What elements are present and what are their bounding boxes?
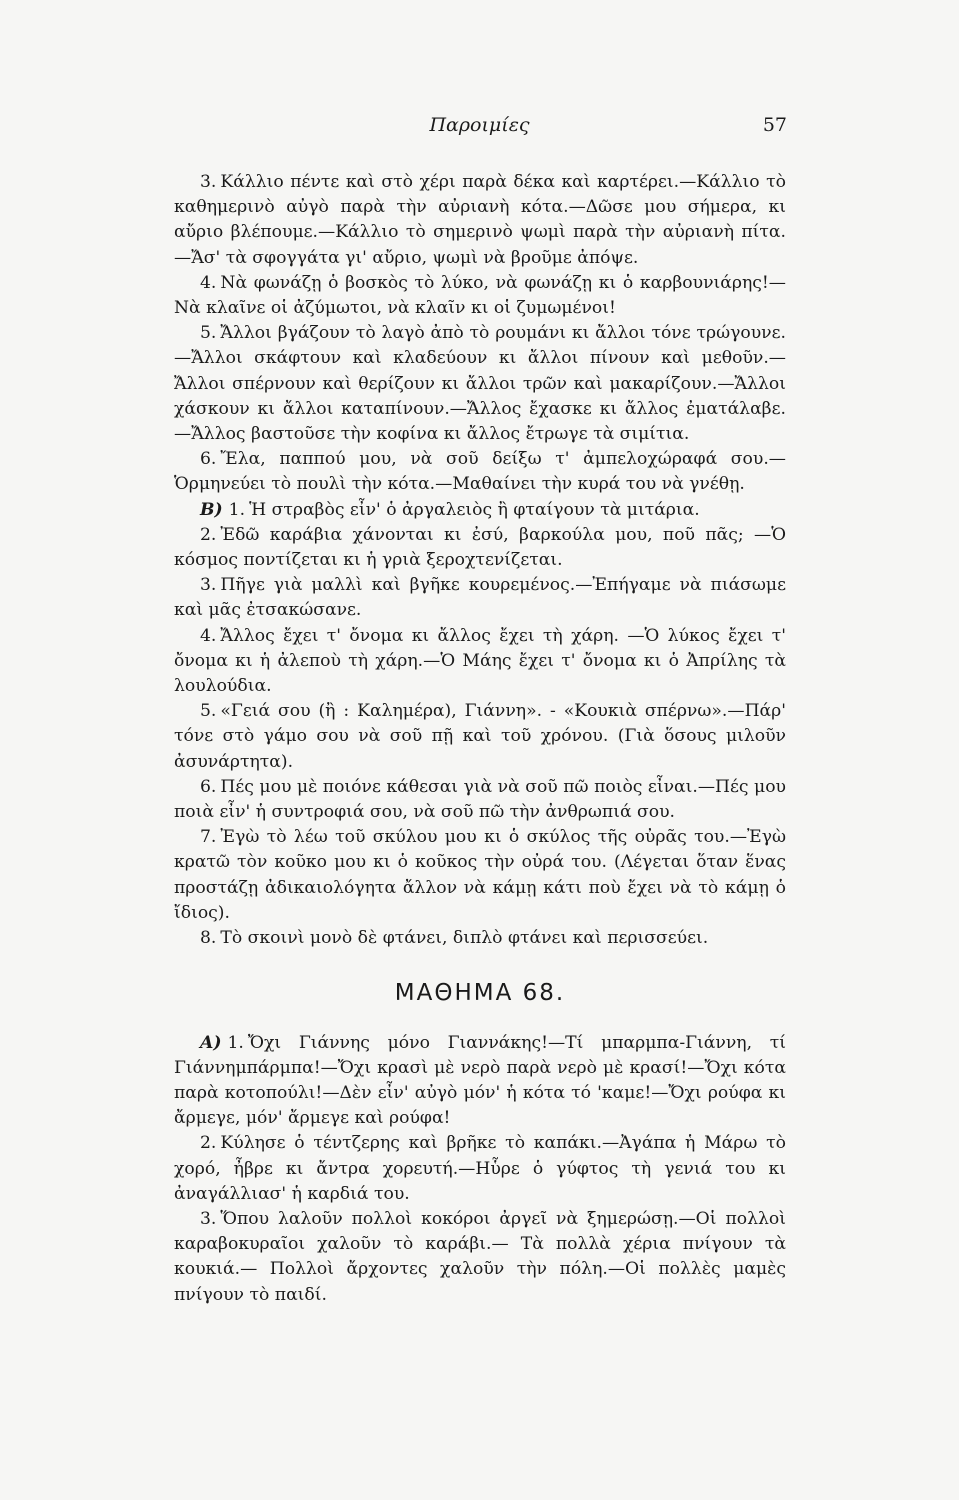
proverb-paragraph bbox=[174, 1131, 786, 1207]
proverb-text: Ἐδῶ καράβια χάνονται κι ἐσύ, βαρκούλα μου, ποῦ πᾶς; —Ὁ κόσμος ποντίζεται κι ἡ γριὰ ξεροχτενίζεται. bbox=[174, 524, 786, 571]
running-title: Παροιμίες bbox=[429, 114, 530, 136]
proverb-paragraph bbox=[174, 1031, 786, 1132]
item-number: 6. bbox=[200, 449, 217, 470]
item-number: 7. bbox=[200, 827, 217, 848]
proverb-paragraph bbox=[174, 775, 786, 825]
lesson-title: ΜΑΘΗΜΑ 68. bbox=[394, 980, 566, 1007]
proverb-text: Πῆγε γιὰ μαλλὶ καὶ βγῆκε κουρεμένος.—Ἐπήγαμε νὰ πιάσωμε καὶ μᾶς ἐτσακώσανε. bbox=[174, 575, 786, 621]
proverb-text: Ὅπου λαλοῦν πολλοὶ κοκόροι ἀργεῖ νὰ ξημερώσῃ.—Οἱ πολλοὶ καραβοκυραῖοι χαλοῦν τὸ καράβι.— Τὰ πολλὰ χέρια πνίγουν τὰ κουκιά.— Πολλοὶ ἄρχοντες χαλοῦν τὴν πόλη.—Οἱ πολλὲς μαμὲς πνίγουν τὸ παιδί. bbox=[174, 1208, 786, 1305]
proverb-paragraph bbox=[174, 170, 786, 271]
proverb-paragraph bbox=[174, 271, 786, 321]
proverb-paragraph bbox=[174, 926, 786, 951]
proverb-paragraph bbox=[174, 447, 786, 497]
item-number: 3. bbox=[200, 1208, 217, 1229]
item-number: 4. bbox=[200, 625, 217, 646]
proverb-paragraph bbox=[174, 825, 786, 926]
section-label: Β) bbox=[200, 499, 223, 520]
item-number: 3. bbox=[200, 575, 217, 596]
page-body bbox=[174, 170, 786, 1308]
proverb-text: Ἡ στραβὸς εἶν' ὁ ἀργαλειὸς ἢ φταίγουν τὰ μιτάρια. bbox=[249, 499, 700, 520]
proverb-text: Ἄλλοι βγάζουν τὸ λαγὸ ἀπὸ τὸ ρουμάνι κι ἄλλοι τόνε τρώγουνε.—Ἄλλοι σκάφτουν καὶ κλαδεύουν κι ἄλλοι πίνουν καὶ μεθοῦν.—Ἄλλοι σπέρνουν καὶ θερίζουν κι ἄλλοι τρῶν καὶ μακαρίζουν.—Ἄλλοι χάσκουν κι ἄλλοι καταπίνουν.—Ἄλλος ἔχασκε κι ἄλλος ἐματάλαβε.—Ἄλλος βαστοῦσε τὴν κοφίνα κι ἄλλος ἔτρωγε τὰ σιμίτια. bbox=[174, 323, 786, 445]
item-number: 1. bbox=[228, 499, 246, 520]
proverb-paragraph bbox=[174, 321, 786, 447]
proverb-text: Πές μου μὲ ποιόνε κάθεσαι γιὰ νὰ σοῦ πῶ ποιὸς εἶναι.—Πές μου ποιὰ εἶν' ἡ συντροφιά σου, νὰ σοῦ πῶ τὴν ἀνθρωπιά σου. bbox=[174, 776, 786, 823]
item-number: 5. bbox=[200, 323, 217, 344]
item-number: 3. bbox=[200, 172, 217, 192]
proverb-text: Τὸ σκοινὶ μονὸ δὲ φτάνει, διπλὸ φτάνει καὶ περισσεύει. bbox=[220, 928, 709, 949]
proverb-paragraph bbox=[174, 573, 786, 623]
section-label: Α) bbox=[200, 1032, 222, 1053]
proverb-paragraph bbox=[174, 624, 786, 700]
item-number: 5. bbox=[200, 701, 217, 722]
proverb-text: Κύλησε ὁ τέντζερης καὶ βρῆκε τὸ καπάκι.—Ἀγάπα ἡ Μάρω τὸ χορό, ἦβρε κι ἄντρα χορευτή.—Ηὗρε ὁ γύφτος τὴ γενιά του κι ἀναγάλλιασ' ἡ καρδιά του. bbox=[174, 1133, 786, 1204]
item-number: 4. bbox=[200, 272, 217, 293]
item-number: 8. bbox=[200, 928, 217, 949]
proverb-paragraph bbox=[174, 1207, 786, 1308]
proverb-paragraph bbox=[174, 498, 786, 523]
item-number: 2. bbox=[200, 1133, 217, 1154]
proverb-text: Ἄλλος ἔχει τ' ὄνομα κι ἄλλος ἔχει τὴ χάρη. —Ὁ λύκος ἔχει τ' ὄνομα κι ἡ ἀλεποὺ τὴ χάρη.—Ὁ Μάης ἔχει τ' ὄνομα κι ὁ Ἀπρίλης τὰ λουλούδια. bbox=[174, 625, 786, 697]
proverb-text: Ὄχι Γιάννης μόνο Γιαννάκης!—Τί μπαρμπα-Γιάννη, τί Γιάννημπάρμπα!—Ὄχι κρασὶ μὲ νερὸ παρὰ νερὸ μὲ κρασί!—Ὄχι κότα παρὰ κοτοπούλι!—Δὲν εἶν' αὐγὸ μόν' ἡ κότα τό 'καμε!—Ὄχι ρούφα κι ἄρμεγε, μόν' ἄρμεγε καὶ ρούφα! bbox=[174, 1032, 786, 1129]
item-number: 1. bbox=[227, 1032, 244, 1053]
item-number: 2. bbox=[200, 524, 217, 545]
proverb-text: Ἔλα, παππού μου, νὰ σοῦ δείξω τ' ἀμπελοχώραφά σου.—Ὁρμηνεύει τὸ πουλὶ τὴν κότα.—Μαθαίνει τὴν κυρά του νὰ γνέθῃ. bbox=[174, 449, 786, 495]
item-number: 6. bbox=[200, 776, 217, 797]
proverb-text: «Γειά σου (ἢ : Καλημέρα), Γιάννη». - «Κουκιὰ σπέρνω».—Πάρ' τόνε στὸ γάμο σου νὰ σοῦ πῇ καὶ τοῦ χρόνου. (Γιὰ ὅσους μιλοῦν ἀσυνάρτητα). bbox=[174, 701, 786, 772]
proverb-text: Κάλλιο πέντε καὶ στὸ χέρι παρὰ δέκα καὶ καρτέρει.—Κάλλιο τὸ καθημερινὸ αὐγὸ παρὰ τὴν αὐριανὴ κότα.—Δῶσε μου σήμερα, κι αὔριο βλέπουμε.—Κάλλιο τὸ σημερινὸ ψωμὶ παρὰ τὴν αὐριανὴ πίτα.—Ἄσ' τὰ σφογγάτα γι' αὔριο, ψωμὶ νὰ βροῦμε ἀπόψε. bbox=[174, 172, 786, 268]
proverb-text: Ἐγὼ τὸ λέω τοῦ σκύλου μου κι ὁ σκύλος τῆς οὐρᾶς του.—Ἐγὼ κρατῶ τὸν κοῦκο μου κι ὁ κοῦκος τὴν οὐρά του. (Λέγεται ὅταν ἕνας προστάζῃ ἀδικαιολόγητα ἄλλον νὰ κάμῃ κάτι ποὺ ἔχει νὰ τὸ κάμῃ ὁ ἴδιος). bbox=[174, 827, 786, 923]
proverb-text: Νὰ φωνάζῃ ὁ βοσκὸς τὸ λύκο, νὰ φωνάζῃ κι ὁ καρβουνιάρης!—Νὰ κλαῖνε οἱ ἀζύμωτοι, νὰ κλαῖν κι οἱ ζυμωμένοι! bbox=[174, 272, 786, 319]
page-number: 57 bbox=[762, 114, 787, 136]
proverb-paragraph bbox=[174, 523, 786, 573]
proverb-paragraph bbox=[174, 699, 786, 775]
